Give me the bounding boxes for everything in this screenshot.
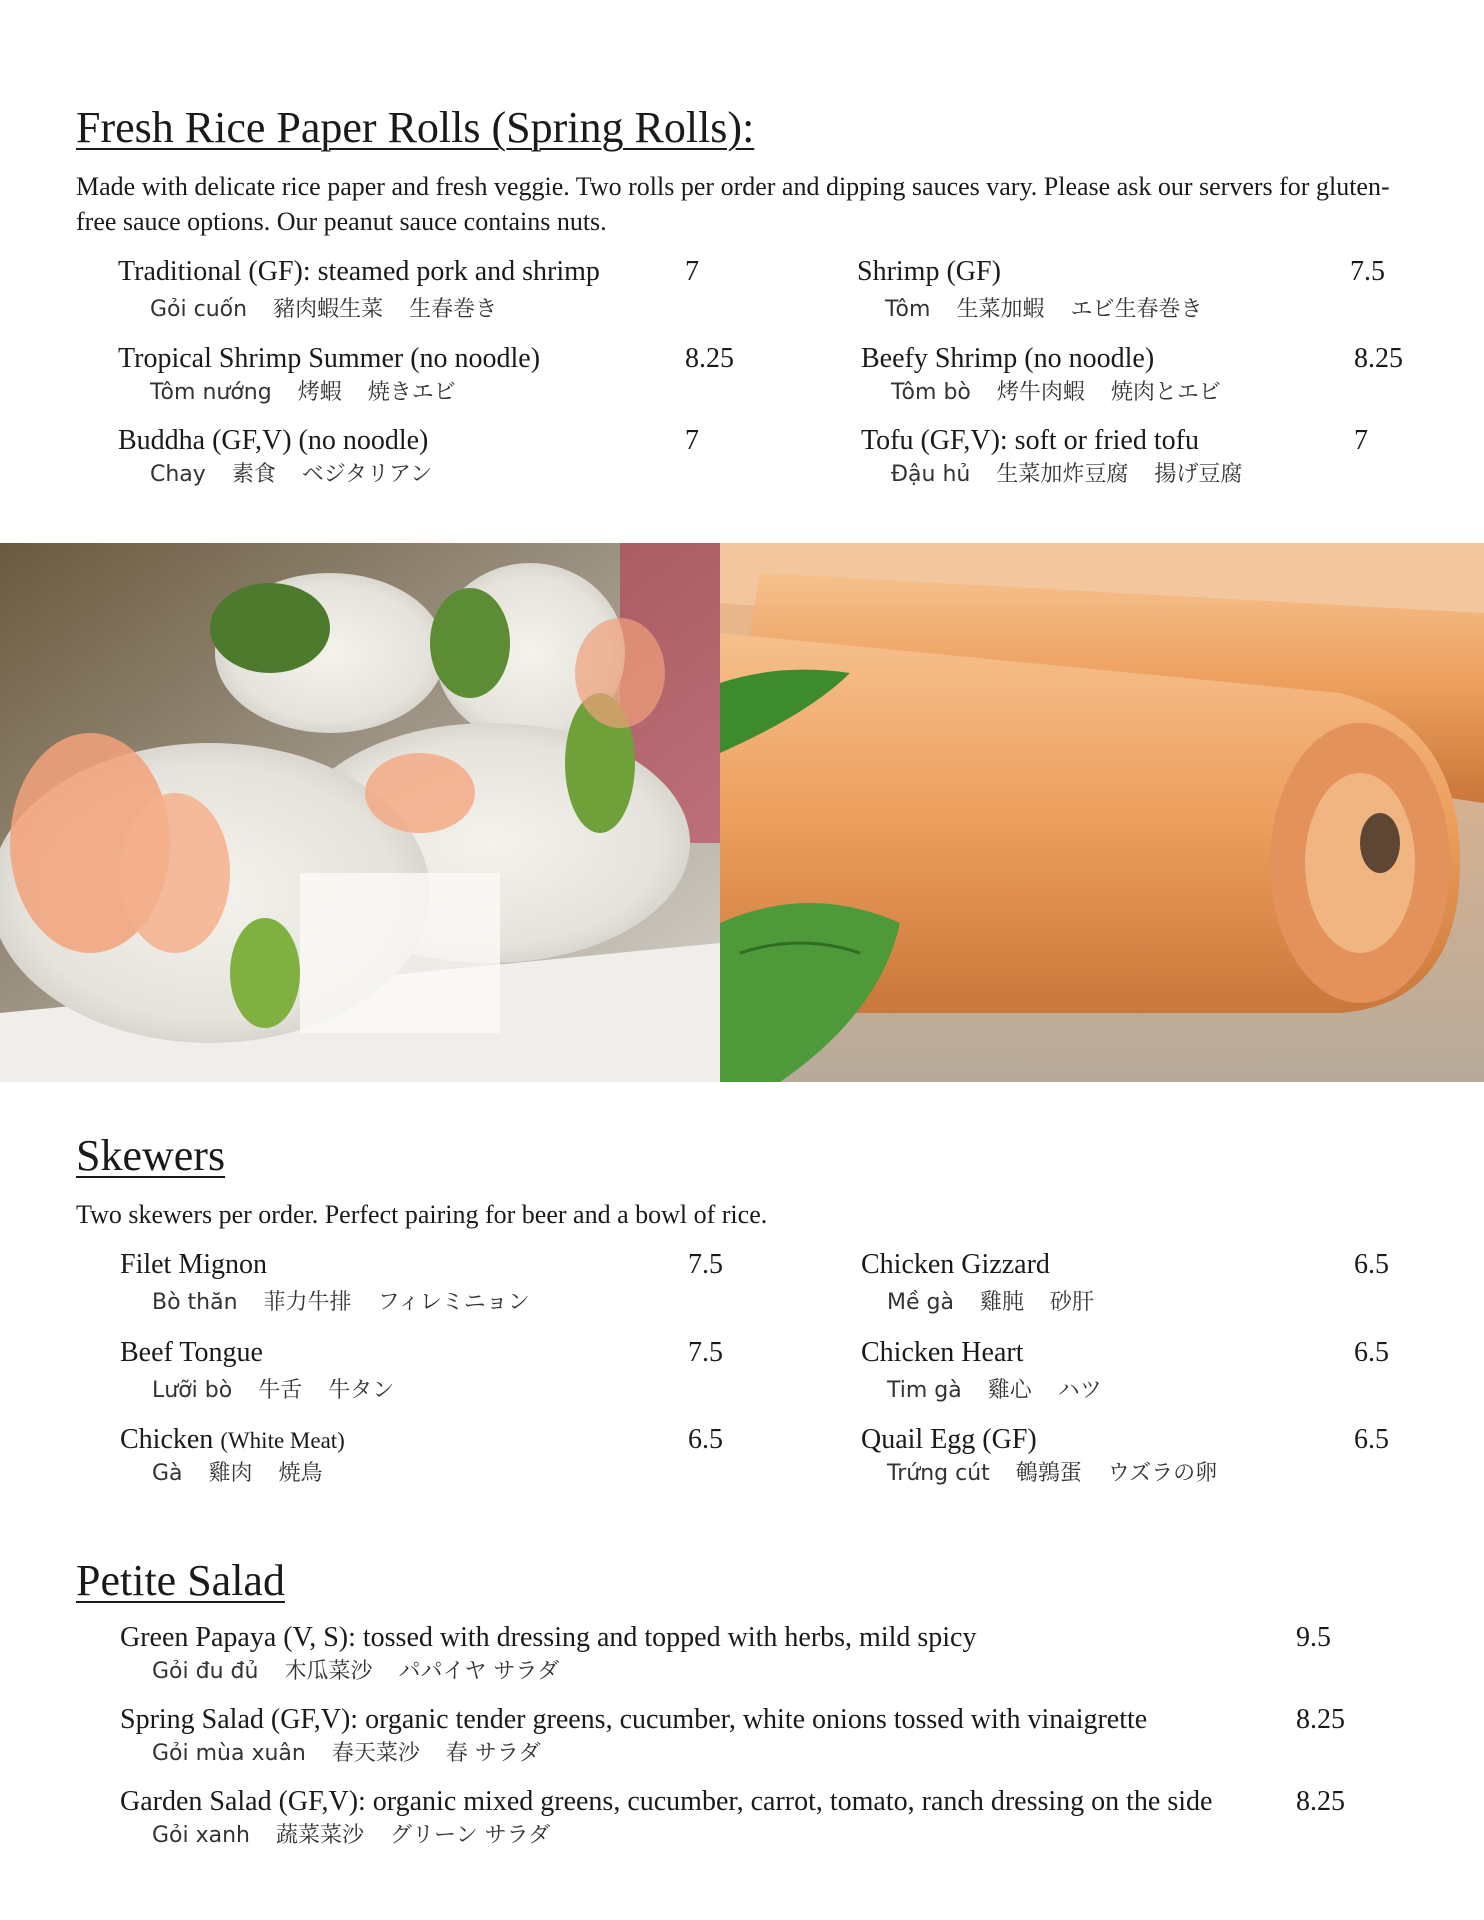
item-price: 6.5 xyxy=(1354,1424,1389,1455)
menu-item xyxy=(120,1786,1212,1849)
menu-item xyxy=(118,343,540,406)
vietnamese-name: Tôm nướng xyxy=(150,380,272,405)
menu-item xyxy=(857,256,1228,323)
japanese-name: ハツ xyxy=(1057,1378,1102,1403)
item-name: Beef Tongue xyxy=(120,1337,263,1368)
chinese-name: 鵪鶉蛋 xyxy=(1015,1461,1082,1486)
item-name: Shrimp (GF) xyxy=(857,256,1001,287)
vietnamese-name: Gỏi mùa xuân xyxy=(152,1741,306,1766)
fried-egg-rolls-image xyxy=(720,543,1484,1082)
skewers-description: Two skewers per order. Perfect pairing for beer and a bowl of rice. xyxy=(76,1200,768,1229)
japanese-name: グリーン サラダ xyxy=(390,1823,551,1848)
item-name-text: Chicken xyxy=(120,1424,214,1455)
item-translations xyxy=(887,1373,1128,1404)
item-name: Tropical Shrimp Summer (no noodle) xyxy=(118,343,541,374)
item-name xyxy=(120,1424,349,1456)
item-translations xyxy=(152,1373,420,1404)
item-price: 6.5 xyxy=(1354,1249,1389,1280)
item-translations xyxy=(891,457,1268,488)
item-translations xyxy=(152,1285,556,1316)
chinese-name: 木瓜菜沙 xyxy=(284,1659,373,1684)
item-translations xyxy=(152,1456,349,1487)
item-price: 8.25 xyxy=(1296,1786,1345,1817)
menu-item xyxy=(861,343,1247,406)
chinese-name: 菲力牛排 xyxy=(263,1290,352,1315)
vietnamese-name: Gỏi đu đủ xyxy=(152,1659,259,1684)
vietnamese-name: Tôm bò xyxy=(891,380,971,405)
item-price: 7 xyxy=(1354,425,1368,456)
item-name: Traditional (GF): steamed pork and shrimp xyxy=(118,256,600,287)
japanese-name: フィレミニョン xyxy=(377,1290,530,1315)
menu-item xyxy=(861,425,1268,488)
item-price: 7 xyxy=(685,256,699,287)
chinese-name: 雞肉 xyxy=(208,1461,253,1486)
item-name: Chicken Heart xyxy=(861,1337,1024,1368)
item-translations xyxy=(891,375,1247,406)
japanese-name: 焼鳥 xyxy=(278,1461,323,1486)
vietnamese-name: Gỏi cuốn xyxy=(150,297,248,322)
vietnamese-name: Lưỡi bò xyxy=(152,1378,233,1403)
menu-item xyxy=(861,1249,1120,1316)
japanese-name: 焼きエビ xyxy=(367,380,456,405)
vietnamese-name: Gà xyxy=(152,1461,183,1486)
menu-item xyxy=(120,1424,349,1487)
item-translations xyxy=(150,292,600,323)
spring-rolls-title: Fresh Rice Paper Rolls (Spring Rolls): xyxy=(76,103,755,152)
item-name: Beefy Shrimp (no noodle) xyxy=(861,343,1155,374)
item-price: 8.25 xyxy=(1354,343,1403,374)
item-name: Filet Mignon xyxy=(120,1249,268,1280)
item-price: 6.5 xyxy=(688,1424,723,1455)
japanese-name: パパイヤ サラダ xyxy=(398,1659,560,1684)
chinese-name: 烤蝦 xyxy=(297,380,342,405)
japanese-name: 牛タン xyxy=(328,1378,395,1403)
item-translations xyxy=(150,375,540,406)
item-price: 8.25 xyxy=(1296,1704,1345,1735)
chinese-name: 雞心 xyxy=(987,1378,1032,1403)
vietnamese-name: Chay xyxy=(150,462,206,487)
japanese-name: 焼肉とエビ xyxy=(1110,380,1221,405)
menu-item xyxy=(120,1337,420,1404)
fried-egg-rolls-photo xyxy=(720,543,1484,1082)
menu-item xyxy=(118,256,600,323)
chinese-name: 生菜加炸豆腐 xyxy=(996,462,1129,487)
item-price: 7 xyxy=(685,425,699,456)
japanese-name: 揚げ豆腐 xyxy=(1154,462,1243,487)
item-name-note: (White Meat) xyxy=(220,1428,345,1453)
item-price: 8.25 xyxy=(685,343,734,374)
chinese-name: 雞肫 xyxy=(979,1290,1024,1315)
japanese-name: 生春巻き xyxy=(409,297,498,322)
item-price: 9.5 xyxy=(1296,1622,1331,1653)
item-name: Quail Egg (GF) xyxy=(861,1424,1037,1455)
skewers-title: Skewers xyxy=(76,1131,226,1180)
item-translations xyxy=(152,1654,976,1685)
menu-item xyxy=(861,1337,1128,1404)
item-price: 7.5 xyxy=(1350,256,1385,287)
vietnamese-name: Bò thăn xyxy=(152,1290,238,1315)
item-price: 7.5 xyxy=(688,1249,723,1280)
spring-rolls-description: Made with delicate rice paper and fresh veggie. Two rolls per order and dipping sauces vary. Please ask our servers for gluten-free sauce options. Our peanut sauce contains nuts. xyxy=(76,172,1390,236)
chinese-name: 蔬菜菜沙 xyxy=(276,1823,365,1848)
vietnamese-name: Mề gà xyxy=(887,1290,954,1315)
japanese-name: 砂肝 xyxy=(1049,1290,1094,1315)
item-translations xyxy=(887,1285,1120,1316)
item-price: 6.5 xyxy=(1354,1337,1389,1368)
fresh-spring-rolls-photo xyxy=(0,543,720,1082)
item-translations xyxy=(887,1456,1243,1487)
item-translations xyxy=(152,1736,1147,1767)
item-name: Garden Salad (GF,V): organic mixed greens, cucumber, carrot, tomato, ranch dressing on the side xyxy=(120,1786,1213,1817)
item-translations xyxy=(885,292,1228,323)
menu-item xyxy=(120,1704,1147,1767)
item-price: 7.5 xyxy=(688,1337,723,1368)
vietnamese-name: Trứng cút xyxy=(887,1461,990,1486)
menu-item xyxy=(861,1424,1243,1487)
fresh-spring-rolls-image xyxy=(0,543,720,1082)
vietnamese-name: Tôm xyxy=(885,297,931,322)
japanese-name: 春 サラダ xyxy=(445,1741,541,1766)
item-name: Green Papaya (V, S): tossed with dressing and topped with herbs, mild spicy xyxy=(120,1622,977,1653)
item-name: Tofu (GF,V): soft or fried tofu xyxy=(861,425,1199,456)
japanese-name: ベジタリアン xyxy=(301,462,433,487)
chinese-name: 烤牛肉蝦 xyxy=(996,380,1085,405)
chinese-name: 生菜加蝦 xyxy=(956,297,1045,322)
item-translations xyxy=(152,1818,1212,1849)
item-name: Spring Salad (GF,V): organic tender greens, cucumber, white onions tossed with vinaigrette xyxy=(120,1704,1148,1735)
item-name: Chicken Gizzard xyxy=(861,1249,1050,1280)
vietnamese-name: Đậu hủ xyxy=(891,462,971,487)
menu-item xyxy=(118,425,458,488)
chinese-name: 春天菜沙 xyxy=(331,1741,420,1766)
chinese-name: 素食 xyxy=(231,462,276,487)
chinese-name: 豬肉蝦生菜 xyxy=(273,297,384,322)
item-translations xyxy=(150,457,458,488)
japanese-name: ウズラの卵 xyxy=(1107,1461,1218,1486)
japanese-name: エビ生春巻き xyxy=(1070,297,1203,322)
menu-item xyxy=(120,1622,976,1685)
menu-item xyxy=(120,1249,556,1316)
salad-title: Petite Salad xyxy=(76,1556,285,1605)
vietnamese-name: Tim gà xyxy=(887,1378,962,1403)
chinese-name: 牛舌 xyxy=(258,1378,303,1403)
vietnamese-name: Gỏi xanh xyxy=(152,1823,251,1848)
item-name: Buddha (GF,V) (no noodle) xyxy=(118,425,429,456)
